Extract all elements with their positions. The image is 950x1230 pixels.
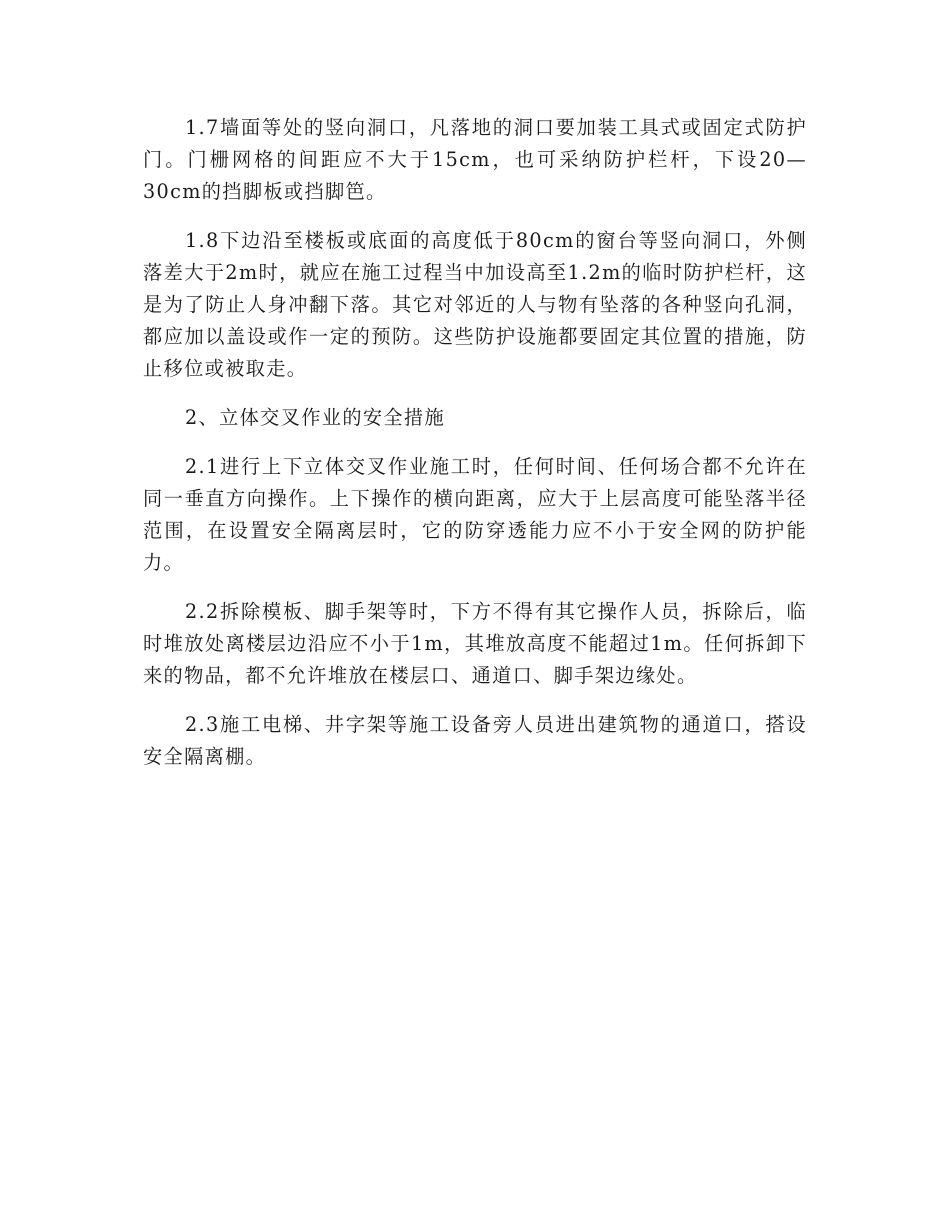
section-heading-2: 2、立体交叉作业的安全措施: [185, 406, 446, 429]
paragraph-1-7: 1.7墙面等处的竖向洞口，凡落地的洞口要加装工具式或固定式防护门。门栅网格的间距应不大于15cm，也可采纳防护栏杆，下设20—30cm的挡脚板或挡脚笆。: [143, 116, 807, 203]
paragraph-2-1: 2.1进行上下立体交叉作业施工时，任何时间、任何场合都不允许在同一垂直方向操作。上下操作的横向距离，应大于上层高度可能坠落半径范围，在设置安全隔离层时，它的防穿透能力应不小于安全网的防护能力。: [143, 455, 807, 574]
paragraph-2-3: 2.3施工电梯、井字架等施工设备旁人员进出建筑物的通道口，搭设安全隔离棚。: [143, 713, 807, 768]
document-body: [143, 112, 807, 790]
paragraph-2-2: 2.2拆除模板、脚手架等时，下方不得有其它操作人员，拆除后，临时堆放处离楼层边沿应不小于1m，其堆放高度不能超过1m。任何拆卸下来的物品，都不允许堆放在楼层口、通道口、脚手架边缘处。: [143, 600, 807, 687]
paragraph-1-8: 1.8下边沿至楼板或底面的高度低于80cm的窗台等竖向洞口，外侧落差大于2m时，就应在施工过程当中加设高至1.2m的临时防护栏杆，这是为了防止人身冲翻下落。其它对邻近的人与物有坠落的各种竖向孔洞，都应加以盖设或作一定的预防。这些防护设施都要固定其位置的措施，防止移位或被取走。: [143, 229, 807, 380]
